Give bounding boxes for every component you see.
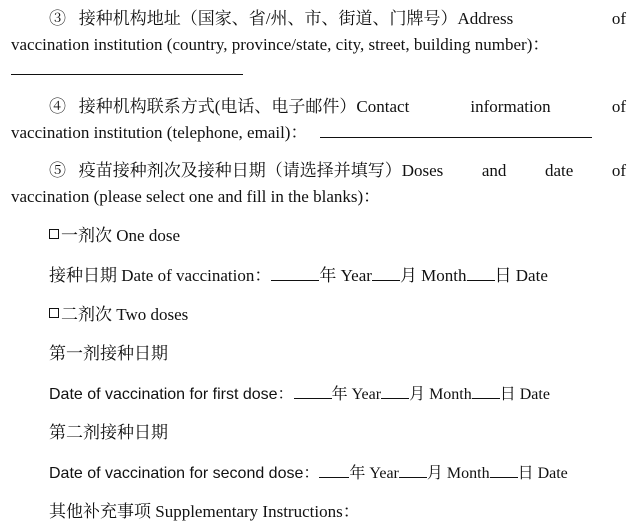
supplementary-instructions-label: 其他补充事项 Supplementary Instructions： bbox=[49, 502, 360, 521]
item-3-number: ③ bbox=[49, 9, 66, 28]
one-dose-label: 一剂次 One dose bbox=[61, 226, 180, 245]
item-4-line-2 bbox=[11, 121, 626, 144]
second-dose-chinese-label: 第二剂接种日期 bbox=[49, 423, 168, 442]
two-doses-label: 二剂次 Two doses bbox=[61, 305, 189, 324]
item-3-text bbox=[11, 8, 513, 30]
item-4-line-2-text: vaccination institution (telephone, email)： bbox=[11, 123, 308, 142]
first-dose-month-blank[interactable] bbox=[381, 382, 409, 399]
item-5-line-1 bbox=[11, 160, 626, 182]
first-dose-date-row bbox=[49, 382, 626, 406]
item-3-answer-line bbox=[11, 58, 626, 81]
second-dose-date-label: Date of vaccination for second dose： bbox=[49, 465, 320, 482]
one-dose-option[interactable] bbox=[49, 225, 626, 247]
first-dose-date-label: Date of vaccination for first dose： bbox=[49, 386, 294, 403]
second-dose-day-blank[interactable] bbox=[490, 461, 518, 478]
item-5-chinese: 疫苗接种剂次及接种日期（请选择并填写）Doses bbox=[78, 161, 444, 180]
item-4-text bbox=[11, 96, 409, 118]
second-dose-date-row bbox=[49, 461, 626, 485]
one-dose-checkbox[interactable] bbox=[49, 229, 59, 239]
item-5-number: ⑤ bbox=[49, 161, 66, 180]
second-dose-day-label: 日 Date bbox=[517, 465, 568, 482]
first-dose-day-blank[interactable] bbox=[472, 382, 500, 399]
one-dose-date-row bbox=[49, 264, 626, 287]
item-4-number: ④ bbox=[49, 97, 66, 116]
address-blank[interactable] bbox=[11, 58, 243, 75]
item-5-of: of bbox=[611, 161, 626, 180]
item-3-line-1 bbox=[11, 8, 626, 30]
item-5-text bbox=[11, 160, 443, 182]
item-3-of: of bbox=[611, 9, 626, 28]
item-4-information: information bbox=[470, 97, 551, 116]
item-5-and: and bbox=[481, 161, 507, 180]
contact-blank[interactable] bbox=[320, 121, 592, 138]
first-dose-year-blank[interactable] bbox=[294, 382, 332, 399]
one-dose-day-blank[interactable] bbox=[467, 264, 495, 281]
item-4-chinese: 接种机构联系方式(电话、电子邮件）Contact bbox=[78, 97, 410, 116]
second-dose-year-blank[interactable] bbox=[319, 461, 349, 478]
two-doses-checkbox[interactable] bbox=[49, 308, 59, 318]
one-dose-month-label: 月 Month bbox=[399, 266, 467, 285]
one-dose-date-label: 接种日期 Date of vaccination： bbox=[49, 266, 272, 285]
second-dose-month-blank[interactable] bbox=[399, 461, 427, 478]
one-dose-month-blank[interactable] bbox=[372, 264, 400, 281]
item-3-line-2: vaccination institution (country, province/state, city, street, building number)： bbox=[11, 35, 550, 54]
first-dose-day-label: 日 Date bbox=[499, 386, 550, 403]
two-doses-option[interactable] bbox=[49, 304, 626, 326]
first-dose-month-label: 月 Month bbox=[409, 386, 472, 403]
first-dose-year-label: 年 Year bbox=[331, 386, 382, 403]
item-5-date: date bbox=[544, 161, 574, 180]
one-dose-year-label: 年 Year bbox=[319, 266, 372, 285]
item-4-of: of bbox=[611, 97, 626, 116]
one-dose-day-label: 日 Date bbox=[494, 266, 548, 285]
item-5-line-2: vaccination (please select one and fill in the blanks)： bbox=[11, 187, 381, 206]
second-dose-month-label: 月 Month bbox=[426, 465, 490, 482]
item-4-line-1 bbox=[11, 96, 626, 118]
item-3-chinese: 接种机构地址（国家、省/州、市、街道、门牌号）Address bbox=[78, 9, 514, 28]
first-dose-chinese-label: 第一剂接种日期 bbox=[49, 344, 168, 363]
one-dose-year-blank[interactable] bbox=[271, 264, 319, 281]
second-dose-year-label: 年 Year bbox=[349, 465, 399, 482]
